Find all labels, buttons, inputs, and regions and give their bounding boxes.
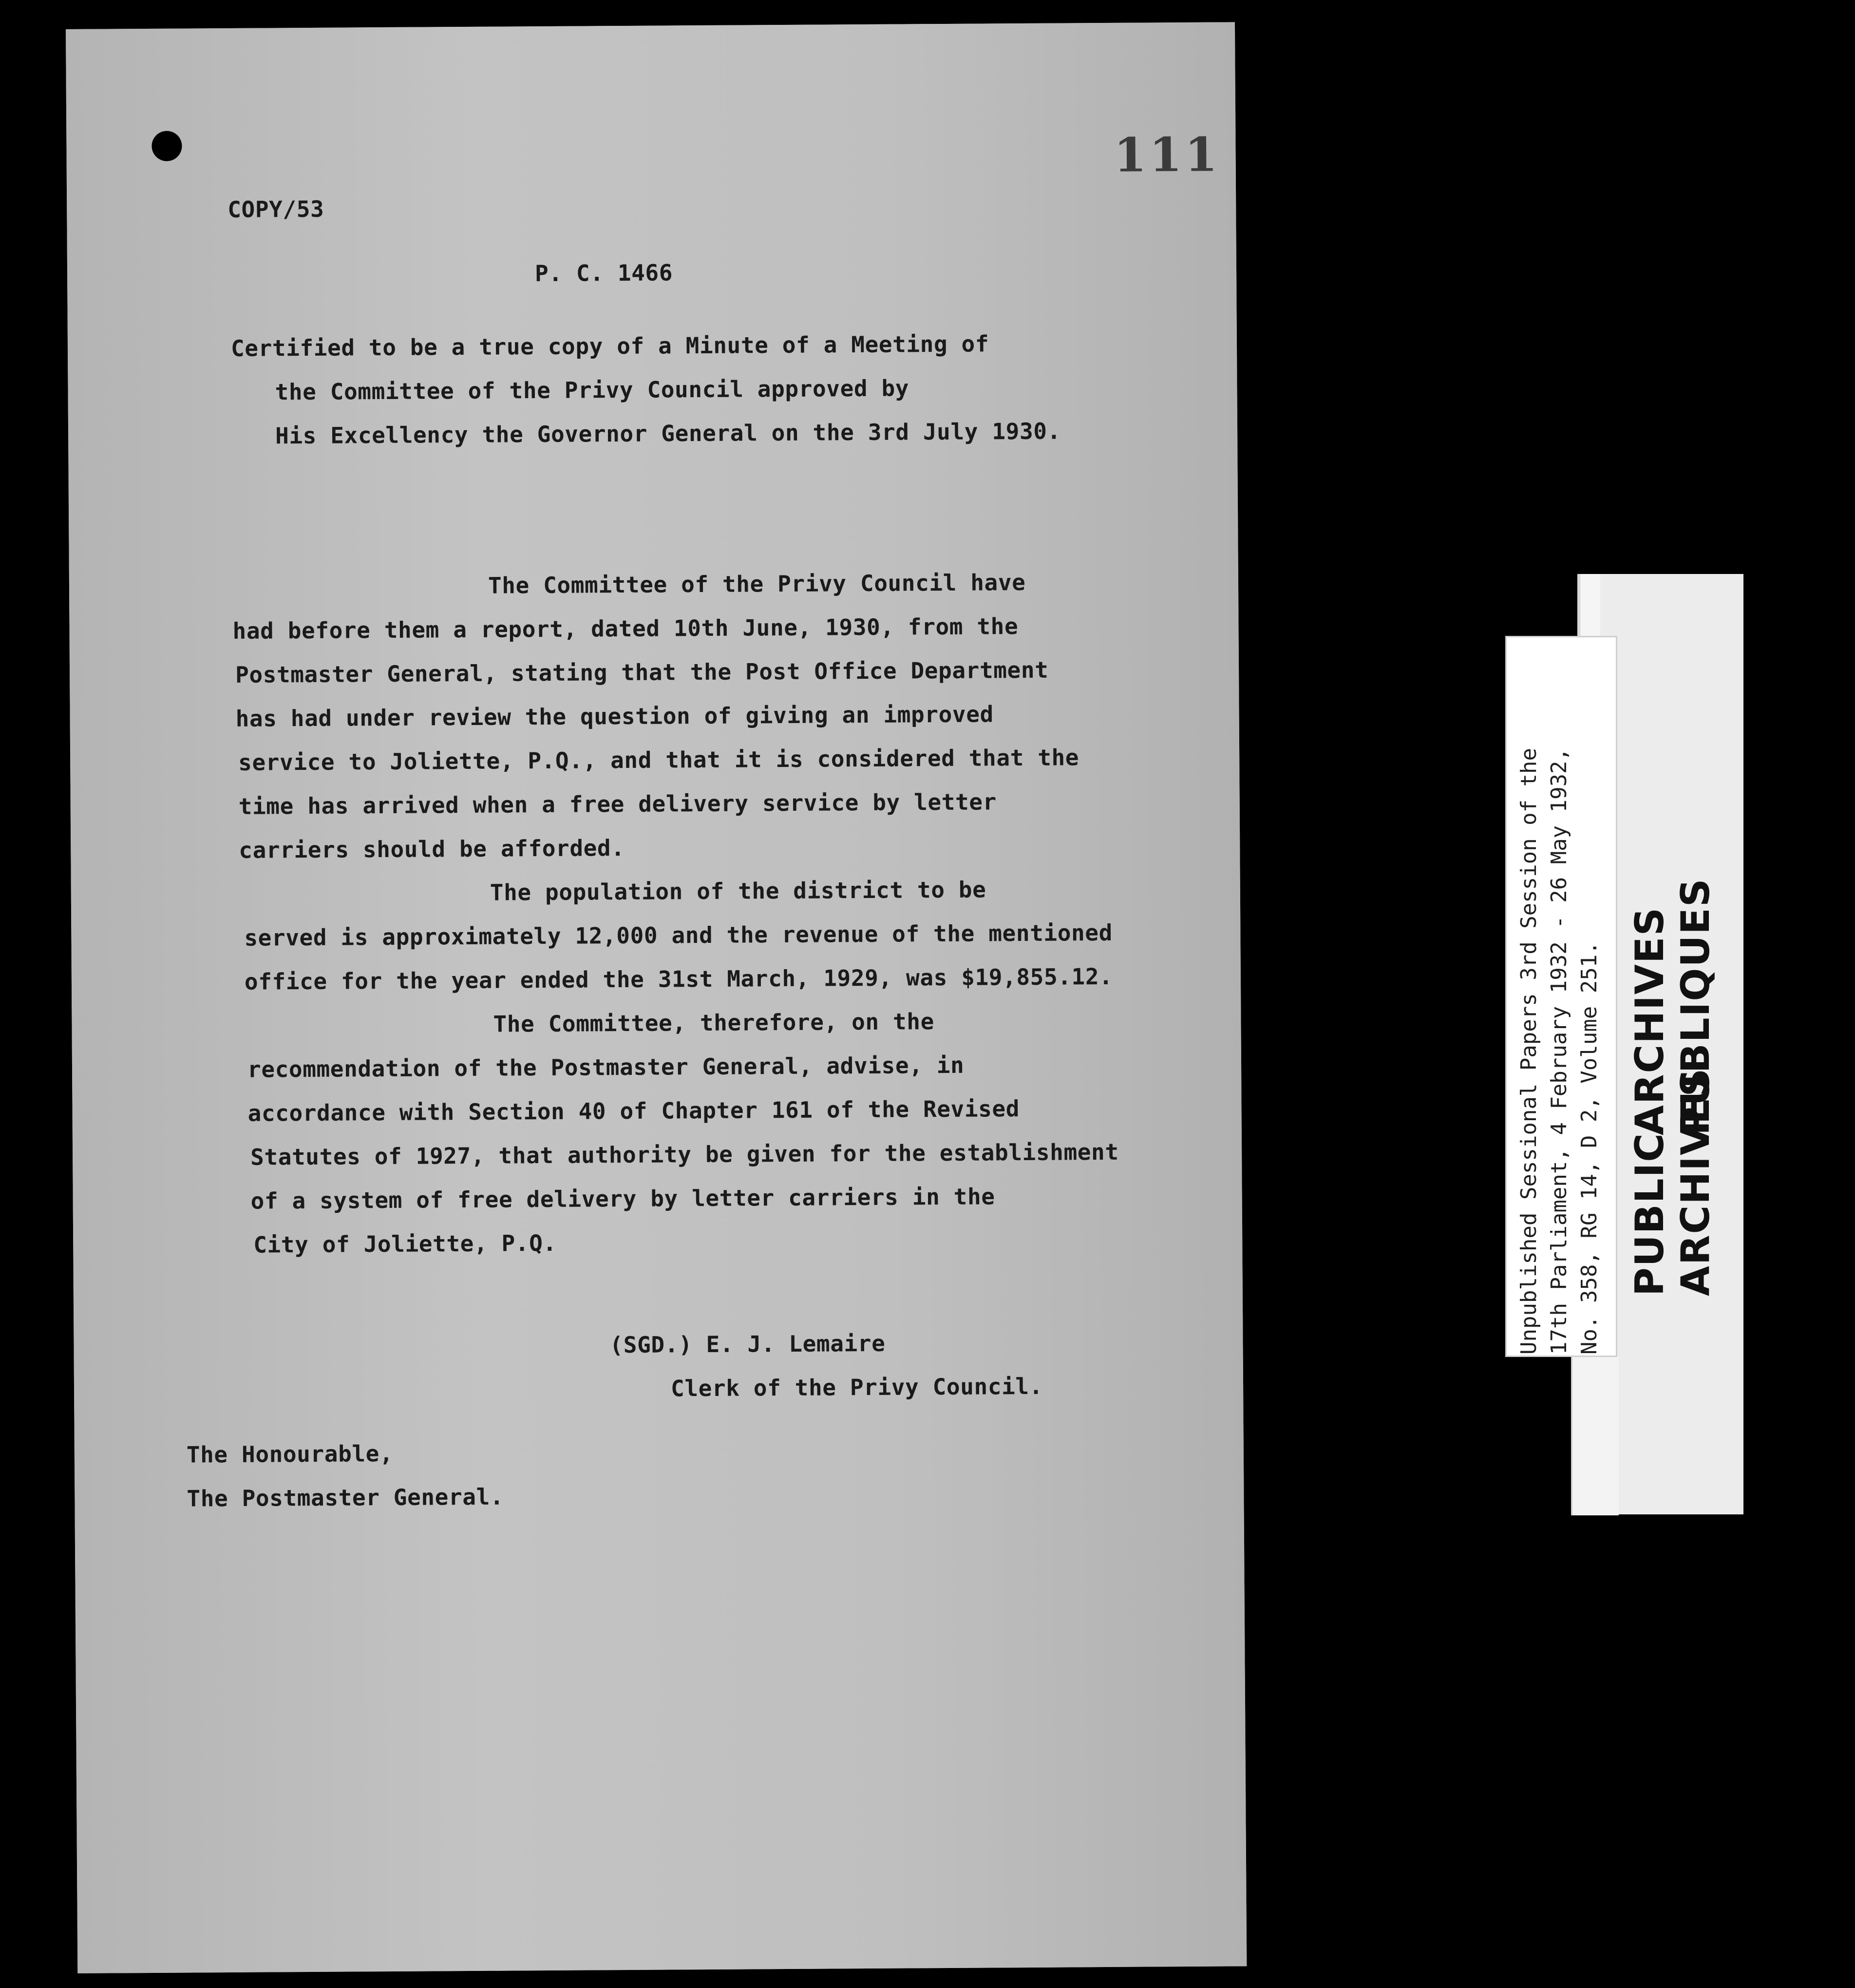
archive-citation xyxy=(1514,643,1605,1355)
body-line: accordance with Section 40 of Chapter 161 of the Revised xyxy=(247,1095,1020,1127)
document-sheet xyxy=(66,22,1247,1973)
signature-line: (SGD.) E. J. Lemaire xyxy=(609,1330,886,1358)
body-line: The Committee of the Privy Council have xyxy=(488,569,1026,599)
certification-line: His Excellency the Governor General on the 3rd July 1930. xyxy=(275,418,1061,449)
body-line: has had under review the question of giving an improved xyxy=(235,701,994,732)
body-line: service to Joliette, P.Q., and that it is considered that the xyxy=(238,744,1079,776)
body-line: served is approximately 12,000 and the revenue of the mentioned xyxy=(244,919,1113,951)
label-archives-en: ARCHIVES xyxy=(1627,906,1672,1135)
body-line: The population of the district to be xyxy=(490,876,986,906)
citation-line: Unpublished Sessional Papers 3rd Session of the xyxy=(1516,747,1541,1355)
punch-hole xyxy=(151,131,182,161)
copy-reference: COPY/53 xyxy=(227,195,324,223)
citation-line: 17th Parliament, 4 February 1932 - 26 May 1932, xyxy=(1547,747,1571,1355)
body-line: had before them a report, dated 10th June, 1930, from the xyxy=(232,613,1019,644)
addressee-line: The Honourable, xyxy=(186,1440,394,1468)
certification-line: Certified to be a true copy of a Minute of a Meeting of xyxy=(230,330,989,362)
public-archives-label xyxy=(1627,711,1719,1296)
body-line: The Committee, therefore, on the xyxy=(493,1008,935,1037)
body-line: time has arrived when a free delivery service by letter xyxy=(238,788,997,820)
body-line: of a system of free delivery by letter carriers in the xyxy=(250,1183,995,1214)
addressee-line: The Postmaster General. xyxy=(187,1483,504,1512)
folio-number: 111 xyxy=(1114,127,1221,183)
body-line: Statutes of 1927, that authority be given for the establishment xyxy=(250,1138,1119,1170)
body-line: Postmaster General, stating that the Post Office Department xyxy=(235,656,1049,688)
label-public: PUBLIC xyxy=(1627,1132,1672,1296)
signature-title: Clerk of the Privy Council. xyxy=(670,1373,1043,1402)
body-line: carriers should be afforded. xyxy=(239,835,625,863)
body-line: City of Joliette, P.Q. xyxy=(253,1229,557,1258)
body-line: office for the year ended the 31st March, 1929, was $19,855.12. xyxy=(244,963,1113,995)
order-number: P. C. 1466 xyxy=(534,259,673,287)
certification-line: the Committee of the Privy Council approved by xyxy=(275,375,909,405)
archive-tab-fold xyxy=(1571,1357,1619,1515)
body-line: recommendation of the Postmaster General, advise, in xyxy=(247,1051,965,1083)
citation-line: No. 358, RG 14, D 2, Volume 251. xyxy=(1577,941,1602,1355)
label-archives-fr: ARCHIVES xyxy=(1673,1067,1718,1296)
label-publiques: PUBLIQUES xyxy=(1673,878,1718,1135)
